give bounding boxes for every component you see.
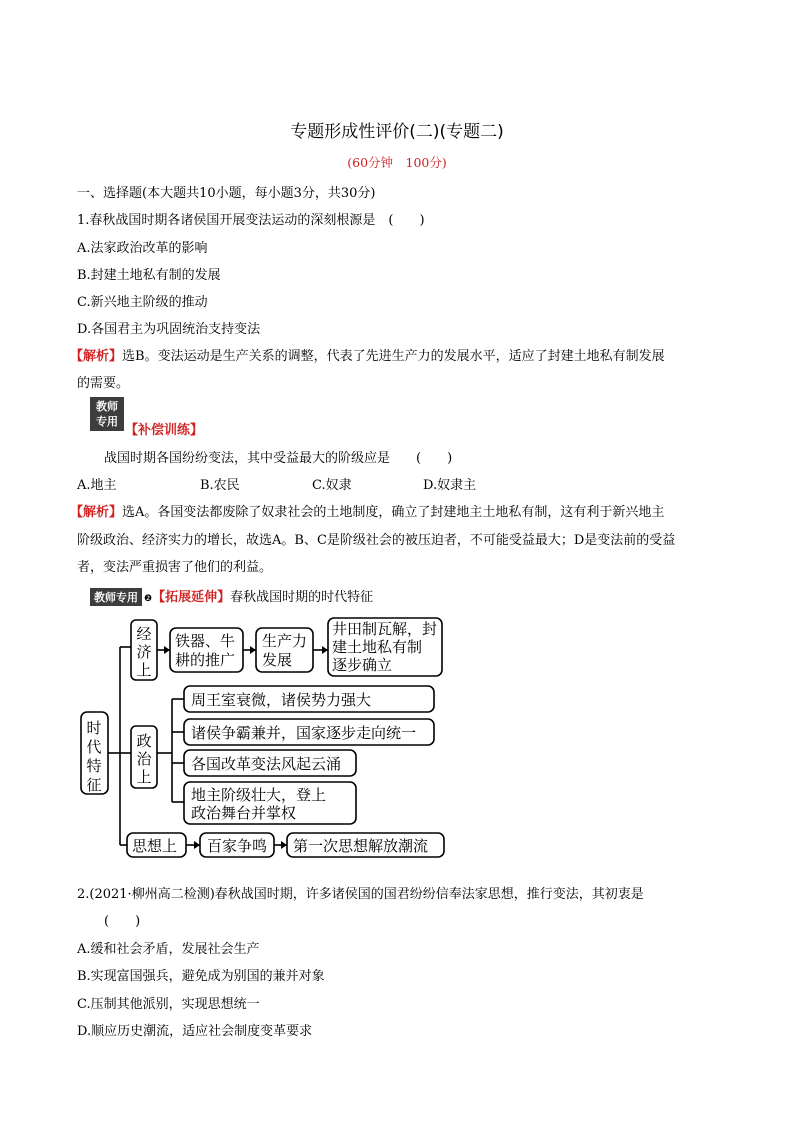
supp-analysis-line3: 者，变法严重损害了他们的利益。 (77, 560, 273, 575)
q2-stem-line2: ( ) (104, 914, 141, 929)
politics-item-4-line2: 政治舞台并掌权 (191, 804, 297, 822)
supplement-tag: 【补偿训练】 (125, 423, 204, 438)
supp-option-a: A.地主 (77, 478, 117, 493)
section-heading: 一、选择题(本大题共10小题，每小题3分，共30分) (77, 186, 376, 201)
politics-item-4-line1: 地主阶级壮大，登上 (191, 786, 327, 804)
q2-option-d: D.顺应历史潮流，适应社会制度变革要求 (77, 1024, 313, 1039)
q2-option-b: B.实现富国强兵，避免成为别国的兼并对象 (77, 969, 325, 984)
q2-option-a: A.缓和社会矛盾，发展社会生产 (77, 942, 260, 957)
q2-stem-line1: 2.(2021·柳州高二检测)春秋战国时期，许多诸侯国的国君纷纷信奉法家思想，推行变法，其初衷是 (77, 887, 644, 902)
root-char-3: 特 (86, 757, 102, 775)
root-char-1: 时 (86, 719, 102, 737)
economy-label-1: 经 (136, 625, 152, 643)
economy-step1-line2: 耕的推广 (175, 651, 236, 669)
q2-option-c: C.压制其他派别，实现思想统一 (77, 997, 260, 1012)
extension-tag: 【拓展延伸】 (152, 590, 231, 605)
supp-option-d: D.奴隶主 (423, 478, 477, 493)
q1-stem: 1.春秋战国时期各诸侯国开展变法运动的深刻根源是 ( ) (77, 213, 425, 228)
politics-item-3: 各国改革变法风起云涌 (191, 755, 342, 773)
analysis-tag: 【解析】 (70, 505, 123, 520)
economy-label-3: 上 (136, 661, 152, 679)
economy-step1-line1: 铁器、牛 (175, 632, 236, 650)
teacher-only-badge-inline: 教师专用 (90, 588, 142, 606)
q1-option-d: D.各国君主为巩固统治支持变法 (77, 322, 261, 337)
thought-step2: 第一次思想解放潮流 (293, 837, 429, 855)
economy-step3-line1: 井田制瓦解，封 (332, 620, 438, 638)
economy-step2-line1: 生产力 (262, 632, 308, 650)
supp-analysis-line1: 【解析】选A。各国变法都废除了奴隶社会的土地制度，确立了封建地主土地私有制，这有利于新兴地主 (70, 505, 665, 520)
root-char-4: 征 (86, 776, 102, 794)
q1-analysis-line1: 【解析】选B。变法运动是生产关系的调整，代表了先进生产力的发展水平，适应了封建土地私有制发展 (70, 349, 665, 364)
page-title: 专题形成性评价(二)(专题二) (290, 122, 504, 142)
supp-analysis-line2: 阶级政治、经济实力的增长，故选A。B、C是阶级社会的被压迫者，不可能受益最大；D是变法前的受益 (77, 533, 676, 548)
thought-label: 思想上 (132, 837, 178, 855)
politics-label-2: 治 (136, 750, 152, 768)
supp-option-b: B.农民 (200, 478, 240, 493)
economy-step2-line2: 发展 (262, 651, 293, 669)
economy-label-2: 济 (136, 643, 152, 661)
analysis-tag: 【解析】 (70, 349, 123, 364)
q1-option-b: B.封建土地私有制的发展 (77, 268, 221, 283)
politics-item-2: 诸侯争霸兼并，国家逐步走向统一 (191, 724, 417, 742)
thought-step1: 百家争鸣 (207, 837, 268, 855)
politics-label-3: 上 (136, 768, 152, 786)
extension-title: 春秋战国时期的时代特征 (230, 590, 374, 605)
page-subtitle: (60分钟 100分) (347, 155, 447, 170)
economy-step3-line2: 建土地私有制 (332, 638, 423, 656)
teacher-only-badge: 教师 专用 (90, 397, 124, 431)
economy-step3-line3: 逐步确立 (332, 656, 393, 674)
supp-option-c: C.奴隶 (312, 478, 352, 493)
root-char-2: 代 (86, 738, 102, 756)
circle-arrow-icon: ❷ (144, 594, 153, 604)
politics-item-1: 周王室衰微，诸侯势力强大 (191, 691, 372, 709)
q1-option-a: A.法家政治改革的影响 (77, 241, 208, 256)
q1-analysis-line2: 的需要。 (77, 376, 130, 391)
politics-label-1: 政 (136, 732, 152, 750)
q1-option-c: C.新兴地主阶级的推动 (77, 295, 208, 310)
supp-stem: 战国时期各国纷纷变法，其中受益最大的阶级应是 ( ) (104, 451, 453, 466)
